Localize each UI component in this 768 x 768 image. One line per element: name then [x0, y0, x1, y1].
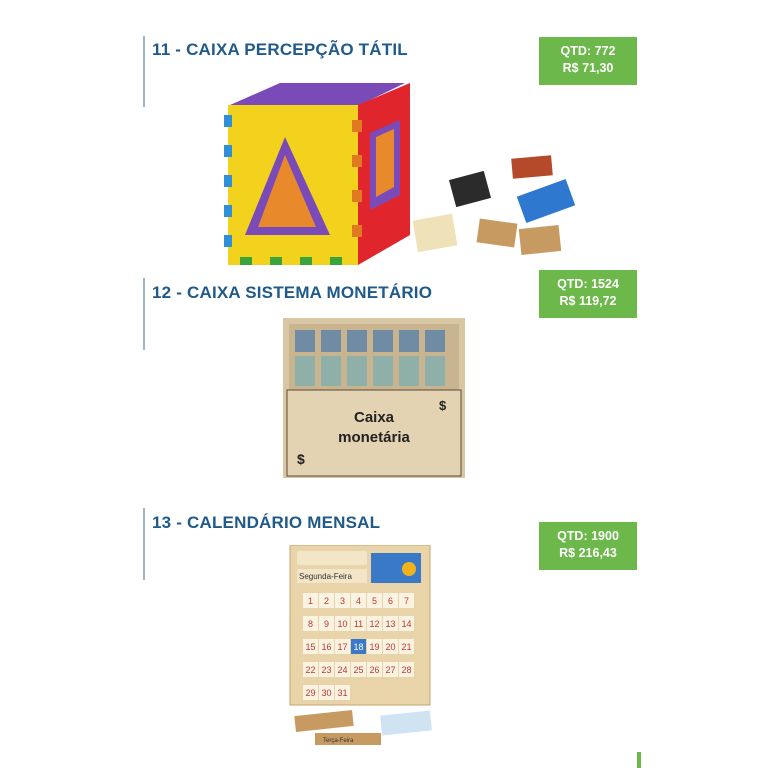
- day-number: 8: [307, 619, 314, 629]
- day-number: 13: [385, 619, 396, 629]
- money-box-image: [283, 318, 465, 478]
- quantity-label: QTD: 1900: [557, 529, 619, 543]
- day-number: 1: [307, 596, 314, 606]
- title-bracket: [143, 36, 145, 107]
- day-number: 30: [321, 688, 332, 698]
- day-number: 6: [387, 596, 394, 606]
- dollar-symbol: $: [297, 451, 305, 467]
- day-number: 18: [353, 642, 364, 652]
- day-number: 9: [323, 619, 330, 629]
- day-number: 14: [401, 619, 412, 629]
- qty-price-badge: [539, 522, 637, 570]
- day-number: 23: [321, 665, 332, 675]
- day-number: 31: [337, 688, 348, 698]
- day-number: 26: [369, 665, 380, 675]
- card-weekday-label: Terça-Feira: [323, 738, 354, 744]
- price-label: R$ 71,30: [562, 61, 614, 75]
- product-title: 11 - CAIXA PERCEPÇÃO TÁTIL: [152, 40, 408, 59]
- product-title: 12 - CAIXA SISTEMA MONETÁRIO: [152, 283, 433, 302]
- box-label-line2: monetária: [338, 429, 410, 446]
- day-number: 29: [305, 688, 316, 698]
- quantity-label: QTD: 772: [560, 44, 616, 58]
- price-label: R$ 216,43: [559, 546, 617, 560]
- day-number: 28: [401, 665, 412, 675]
- day-number: 5: [371, 596, 378, 606]
- price-label: R$ 119,72: [559, 294, 617, 308]
- day-number: 11: [353, 619, 364, 629]
- day-number: 2: [323, 596, 330, 606]
- title-bracket: [143, 278, 145, 350]
- title-bracket: [143, 508, 145, 580]
- qty-price-badge: [539, 270, 637, 318]
- day-number: 12: [369, 619, 380, 629]
- day-number: 24: [337, 665, 348, 675]
- dollar-symbol: $: [439, 398, 447, 413]
- day-number: 22: [305, 665, 316, 675]
- quantity-label: QTD: 1524: [557, 277, 619, 291]
- day-number: 27: [385, 665, 396, 675]
- day-number: 7: [403, 596, 410, 606]
- product-title: 13 - CALENDÁRIO MENSAL: [152, 513, 381, 532]
- green-accent-bar: [637, 752, 641, 768]
- day-number: 10: [337, 619, 348, 629]
- day-number: 17: [337, 642, 348, 652]
- day-number: 3: [339, 596, 346, 606]
- day-number: 16: [321, 642, 332, 652]
- day-number: 19: [369, 642, 380, 652]
- day-number: 21: [401, 642, 412, 652]
- day-number: 15: [305, 642, 316, 652]
- calendar-image: [285, 545, 450, 750]
- day-number: 25: [353, 665, 364, 675]
- weekday-label: Segunda-Feira: [299, 572, 352, 581]
- day-number: 20: [385, 642, 396, 652]
- box-label-line1: Caixa: [353, 409, 395, 426]
- tactile-cube-image: [220, 75, 590, 270]
- day-number: 4: [355, 596, 362, 606]
